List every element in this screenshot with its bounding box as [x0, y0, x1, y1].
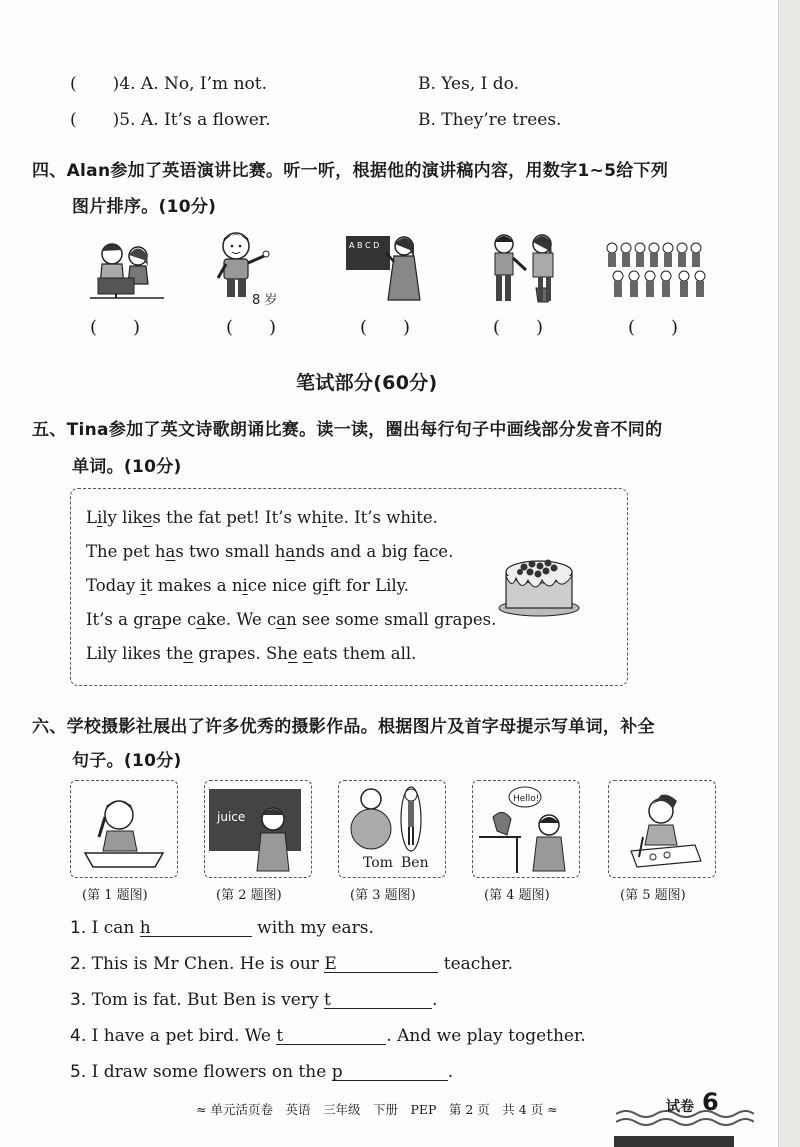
- cake-picture: [496, 550, 582, 618]
- answer-paren-5[interactable]: ( ): [628, 317, 679, 338]
- photo-frame-4: [472, 780, 580, 878]
- answer-paren-1[interactable]: ( ): [90, 317, 141, 338]
- sentence-number: 5.: [70, 1062, 87, 1082]
- section-5-title: 五、Tina参加了英文诗歌朗诵比赛。读一读，圈出每行句子中画线部分发音不同的: [32, 420, 663, 440]
- teacher-board-picture: [344, 232, 424, 306]
- answer-blank-5[interactable]: p: [332, 1062, 448, 1081]
- sentence-3: [70, 990, 437, 1010]
- computer-kids-picture: [88, 236, 166, 302]
- name-tom: Tom: [363, 855, 393, 871]
- answer-paren-2[interactable]: ( ): [226, 317, 277, 338]
- answer-blank-4[interactable]: t: [276, 1026, 386, 1045]
- sentence-post: with my ears.: [251, 918, 374, 938]
- section-4-title: 四、Alan参加了英语演讲比赛。听一听，根据他的演讲稿内容，用数字1~5给下列: [32, 161, 669, 181]
- item-4-option-b: B. Yes, I do.: [418, 74, 519, 94]
- sentence-5: [70, 1062, 453, 1082]
- item-5-option-b: B. They’re trees.: [418, 110, 562, 130]
- option-a: A. No, I’m not.: [140, 74, 267, 94]
- answer-bracket-open[interactable]: (: [70, 110, 77, 130]
- section-6-title-2: 句子。(10分): [72, 751, 182, 771]
- photo-frame-3: [338, 780, 446, 878]
- exam-tab-number: 6: [702, 1088, 719, 1116]
- answer-blank-3[interactable]: t: [324, 990, 432, 1009]
- page-footer: ≈ 单元活页卷 英语 三年级 下册 PEP 第 2 页 共 4 页 ≈: [196, 1102, 558, 1117]
- poem-line-3: Today it makes a nice nice gift for Lily.: [86, 576, 410, 595]
- caption-5: (第 5 题图): [620, 888, 686, 903]
- caption-3: (第 3 题图): [350, 888, 416, 903]
- boy-ear-picture: [71, 781, 177, 877]
- poem-line-2: The pet has two small hands and a big face.: [86, 542, 454, 561]
- sentence-pre: Tom is fat. But Ben is very: [91, 990, 324, 1010]
- item-number: 5.: [119, 110, 136, 130]
- page-edge: [779, 0, 800, 1147]
- option-a: A. It’s a flower.: [140, 110, 271, 130]
- sentence-pre: I draw some flowers on the: [91, 1062, 332, 1082]
- sentence-number: 3.: [70, 990, 87, 1010]
- sentence-post: .: [432, 990, 438, 1010]
- answer-bracket-close: ): [112, 74, 120, 94]
- item-5: [70, 110, 270, 130]
- age-label: 8 岁: [252, 293, 278, 308]
- poem-line-5: Lily likes the grapes. She eats them all.: [86, 644, 417, 663]
- poem-line-1: Lily likes the fat pet! It’s white. It’s white.: [86, 508, 438, 527]
- sentence-1: [70, 918, 374, 938]
- sentence-number: 4.: [70, 1026, 87, 1046]
- girl-drawing-picture: [609, 781, 715, 877]
- sentence-pre: I can: [91, 918, 140, 938]
- bottom-bar: [614, 1136, 734, 1147]
- answer-bracket-close: ): [112, 110, 120, 130]
- sentence-number: 2.: [70, 954, 87, 974]
- teacher-juice-picture: [205, 781, 311, 877]
- photo-frame-1: [70, 780, 178, 878]
- poem-line-4: It’s a grape cake. We can see some small grapes.: [86, 610, 497, 629]
- photo-frame-2: [204, 780, 312, 878]
- photo-frame-5: [608, 780, 716, 878]
- answer-blank-1[interactable]: h: [140, 918, 252, 937]
- kids-bucket-picture: [486, 230, 576, 306]
- section-6-title: 六、学校摄影社展出了许多优秀的摄影作品。根据图片及首字母提示写单词，补全: [32, 717, 655, 737]
- sentence-pre: This is Mr Chen. He is our: [91, 954, 325, 974]
- bird-talk-picture: [473, 781, 579, 877]
- board-letters: A B C D: [349, 241, 380, 250]
- sentence-number: 1.: [70, 918, 87, 938]
- caption-2: (第 2 题图): [216, 888, 282, 903]
- name-ben: Ben: [401, 855, 429, 871]
- sentence-post: teacher.: [438, 954, 513, 974]
- caption-4: (第 4 题图): [484, 888, 550, 903]
- answer-paren-3[interactable]: ( ): [360, 317, 411, 338]
- item-number: 4.: [119, 74, 136, 94]
- section-4-title-2: 图片排序。(10分): [72, 197, 217, 217]
- group-kids-picture: [604, 240, 710, 302]
- sentence-pre: I have a pet bird. We: [91, 1026, 277, 1046]
- board-word: juice: [217, 810, 246, 824]
- written-part-header: 笔试部分(60分): [296, 372, 438, 394]
- sentence-4: [70, 1026, 586, 1046]
- section-5-title-2: 单词。(10分): [72, 457, 182, 477]
- answer-blank-2[interactable]: E: [324, 954, 438, 973]
- item-4: [70, 74, 267, 94]
- sentence-post: . And we play together.: [386, 1026, 586, 1046]
- sentence-2: [70, 954, 513, 974]
- speech-bubble-text: Hello!: [513, 794, 540, 804]
- caption-1: (第 1 题图): [82, 888, 148, 903]
- answer-paren-4[interactable]: ( ): [493, 317, 544, 338]
- sentence-post: .: [447, 1062, 454, 1082]
- exam-tab-label: 试卷: [666, 1099, 694, 1115]
- answer-bracket-open[interactable]: (: [70, 74, 77, 94]
